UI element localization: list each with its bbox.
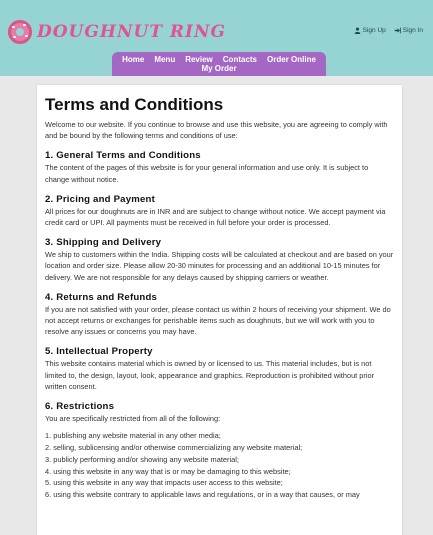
page-title: Terms and Conditions bbox=[45, 95, 224, 114]
section-heading: 5. Intellectual Property bbox=[45, 346, 153, 358]
signin-link[interactable] bbox=[394, 27, 423, 34]
intro-text: Welcome to our website. If you continue to browse and use this website, you are agreeing to comply with and be bound by the following terms and conditions of use: bbox=[45, 120, 388, 141]
section-body: We ship to customers within the India. Shipping costs will be calculated at checkout and are based on your location and order size. Please allow 20-30 minutes for processing and an additional 10-15 minutes for delivery. We are not responsible for any delays caused by shipping carriers or weather. bbox=[45, 250, 394, 282]
section-body: You are specifically restricted from all of the following: bbox=[45, 414, 221, 424]
nav-my-order[interactable]: My Order bbox=[201, 64, 237, 73]
brand-name: DOUGHNUT RING bbox=[37, 22, 227, 42]
signup-label: Sign Up bbox=[362, 27, 386, 34]
section-body: All prices for our doughnuts are in INR and are subject to change without notice. We accept payment via credit card or UPI. All payments must be received in full before your order is processed. bbox=[45, 206, 386, 228]
nav-order-online[interactable]: Order Online bbox=[267, 55, 316, 64]
list-item: 3. publicly performing and/or showing any website material; bbox=[45, 454, 239, 464]
nav-contacts[interactable]: Contacts bbox=[222, 55, 258, 64]
terms-content bbox=[37, 85, 402, 535]
list-item: 4. using this website in any way that is or may be damaging to this website; bbox=[45, 466, 291, 476]
section-heading: 4. Returns and Refunds bbox=[45, 291, 158, 303]
auth-links bbox=[354, 27, 423, 34]
section-heading: 1. General Terms and Conditions bbox=[45, 150, 201, 162]
section-heading: 2. Pricing and Payment bbox=[45, 193, 155, 205]
brand-logo[interactable] bbox=[8, 18, 226, 46]
restrictions-list bbox=[45, 430, 394, 501]
main-nav bbox=[112, 52, 326, 76]
user-icon bbox=[354, 27, 361, 34]
section-heading: 6. Restrictions bbox=[45, 401, 115, 413]
section-body: The content of the pages of this website is for your general information and use only. It is subject to change without notice. bbox=[45, 163, 369, 184]
signin-label: Sign In bbox=[402, 27, 423, 34]
list-item: 2. selling, sublicensing and/or otherwise commercializing any website material; bbox=[45, 443, 303, 453]
list-item: 5. using this website in any way that impacts user access to this website; bbox=[45, 478, 283, 488]
sign-in-icon bbox=[394, 27, 401, 34]
signup-link[interactable] bbox=[354, 27, 386, 34]
site-header bbox=[0, 0, 433, 76]
doughnut-logo-icon bbox=[8, 20, 32, 44]
nav-menu[interactable]: Menu bbox=[154, 55, 176, 64]
list-item: 1. publishing any website material in any other media; bbox=[45, 431, 221, 441]
nav-review[interactable]: Review bbox=[185, 55, 213, 64]
section-body: If you are not satisfied with your order, please contact us within 2 hours of receiving your shipment. We do not accept returns or exchanges for perishable items such as doughnuts, but we will work with you to resolve any issues or concerns you may have. bbox=[45, 304, 391, 337]
section-heading: 3. Shipping and Delivery bbox=[45, 237, 162, 249]
list-item: 6. using this website contrary to applicable laws and regulations, or in a way that causes, or may bbox=[45, 490, 360, 500]
nav-home[interactable]: Home bbox=[122, 55, 145, 64]
section-body: This website contains material which is owned by or licensed to us. This material includes, but is not limited to, the design, layout, look, appearance and graphics. Reproduction is prohibited without prior written consent. bbox=[45, 359, 375, 391]
